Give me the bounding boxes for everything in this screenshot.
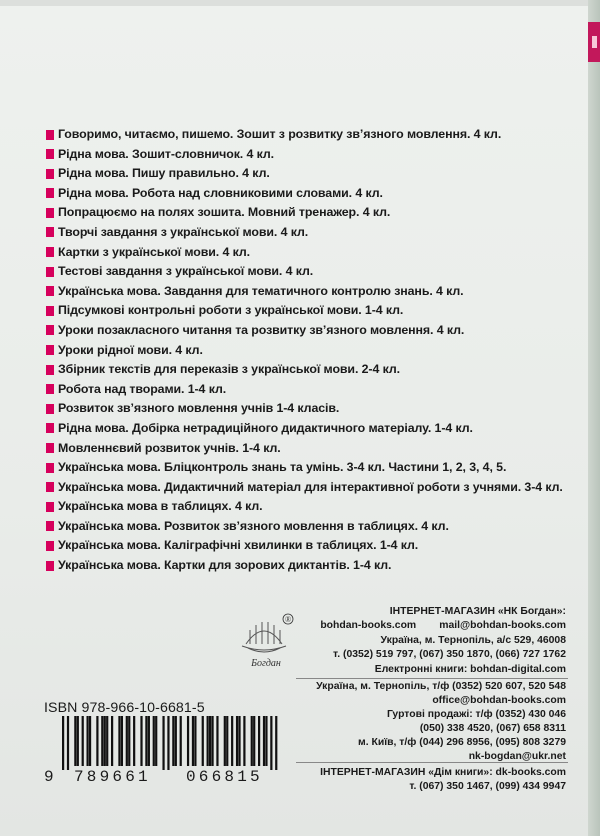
barcode-bar	[133, 716, 135, 766]
book-list-item	[46, 184, 586, 204]
barcode-bar	[265, 716, 267, 766]
barcode-bar	[207, 716, 209, 766]
bogdan-shop-block	[302, 605, 566, 677]
barcode-bar	[258, 716, 260, 766]
barcode-bar	[224, 716, 226, 766]
bullet-square-icon	[46, 404, 54, 414]
barcode-bar	[263, 716, 265, 766]
barcode-digits	[44, 768, 294, 788]
barcode-bar	[145, 716, 147, 766]
book-list-item	[46, 203, 586, 223]
barcode-bar	[62, 716, 64, 770]
barcode-group-right: 066815	[186, 768, 263, 786]
contact-line-wholesale: Гуртові продажі: т/ф (0352) 430 046	[386, 709, 566, 721]
barcode-bar	[121, 716, 123, 766]
barcode-group-left: 789661	[74, 768, 151, 786]
bullet-square-icon	[46, 423, 54, 433]
bullet-square-icon	[46, 306, 54, 316]
book-title: Українська мова. Бліцконтроль знань та умінь. 3-4 кл. Частини 1, 2, 3, 4, 5.	[58, 460, 507, 475]
registered-mark: ®	[284, 615, 292, 624]
book-list-item	[46, 145, 586, 165]
book-list	[46, 125, 586, 576]
bullet-square-icon	[46, 286, 54, 296]
book-title: Мовленнєвий розвиток учнів. 1-4 кл.	[58, 440, 281, 455]
bullet-square-icon	[46, 365, 54, 375]
barcode-bar	[226, 716, 228, 766]
barcode-bar	[104, 716, 106, 766]
bullet-square-icon	[46, 130, 54, 140]
barcode-bar	[74, 716, 76, 766]
book-title: Розвиток зв’язного мовлення учнів 1-4 класів.	[58, 401, 340, 416]
book-list-item	[46, 517, 586, 537]
bullet-square-icon	[46, 541, 54, 551]
book-title: Українська мова. Картки для зорових диктантів. 1-4 кл.	[58, 558, 392, 573]
bullet-square-icon	[46, 227, 54, 237]
book-list-item	[46, 536, 586, 556]
barcode-bar	[192, 716, 194, 766]
barcode-bar	[187, 716, 189, 766]
isbn-label: ISBN 978-966-10-6681-5	[44, 700, 205, 716]
barcode-bar	[275, 716, 277, 770]
barcode-bar	[211, 716, 213, 766]
barcode-bar	[148, 716, 150, 766]
bogdan-shop-websites[interactable]: bohdan-books.com mail@bohdan-books.com	[320, 620, 566, 632]
book-title: Картки з української мови. 4 кл.	[58, 244, 250, 259]
book-title: Говоримо, читаємо, пишемо. Зошит з розвитку зв’язного мовлення. 4 кл.	[58, 127, 502, 141]
book-title: Українська мова. Каліграфічні хвилинки в таблицях. 1-4 кл.	[58, 538, 419, 553]
barcode-bar	[167, 716, 169, 770]
book-list-item	[46, 360, 586, 380]
contacts-block	[300, 680, 566, 765]
bullet-square-icon	[46, 325, 54, 335]
book-list-item	[46, 243, 586, 263]
logo-wordmark: Богдан	[251, 658, 281, 669]
book-title: Рідна мова. Робота над словниковими словами. 4 кл.	[58, 185, 383, 200]
book-title: Творчі завдання з української мови. 4 кл.	[58, 224, 309, 239]
bullet-square-icon	[46, 463, 54, 473]
book-list-item	[46, 301, 586, 321]
barcode-bar	[82, 716, 84, 766]
book-title: Попрацюємо на полях зошита. Мовний тренажер. 4 кл.	[58, 205, 391, 220]
barcode-bar	[180, 716, 182, 766]
barcode-bar	[101, 716, 103, 766]
barcode-bar	[155, 716, 157, 766]
book-title: Рідна мова. Добірка нетрадиційного дидактичного матеріалу. 1-4 кл.	[58, 420, 473, 435]
top-edge	[0, 0, 588, 6]
barcode-bar	[89, 716, 91, 766]
divider-bottom	[296, 762, 568, 763]
divider-top	[296, 678, 568, 679]
book-list-item	[46, 439, 586, 459]
bogdan-shop-title: ІНТЕРНЕТ-МАГАЗИН «НК Богдан»:	[389, 606, 566, 617]
contact-line-kyiv-email[interactable]: nk-bogdan@ukr.net	[468, 751, 566, 763]
book-list-item	[46, 282, 586, 302]
barcode-bar	[172, 716, 174, 766]
barcode-bar	[202, 716, 204, 766]
accent-tab-inner	[592, 36, 597, 48]
book-list-item	[46, 458, 586, 478]
bullet-square-icon	[46, 502, 54, 512]
book-title: Підсумкові контрольні роботи з української мови. 1-4 кл.	[58, 303, 404, 318]
bullet-square-icon	[46, 169, 54, 179]
bogdan-logo	[228, 610, 300, 670]
book-list-item	[46, 380, 586, 400]
barcode-bar	[243, 716, 245, 766]
bullet-square-icon	[46, 267, 54, 277]
bogdan-shop-address: Україна, м. Тернопіль, а/с 529, 46008	[380, 634, 566, 646]
book-list-item	[46, 223, 586, 243]
book-list-item	[46, 125, 586, 145]
book-title: Українська мова. Дидактичний матеріал для інтерактивної роботи з учнями. 3-4 кл.	[58, 479, 563, 494]
barcode-bar	[238, 716, 240, 766]
book-title: Уроки позакласного читання та розвитку зв’язного мовлення. 4 кл.	[58, 322, 465, 337]
barcode-bar	[128, 716, 130, 766]
bullet-square-icon	[46, 345, 54, 355]
barcode-bar	[231, 716, 233, 766]
book-list-item	[46, 556, 586, 576]
barcode-bar	[126, 716, 128, 766]
barcode-bar	[236, 716, 238, 766]
bullet-square-icon	[46, 482, 54, 492]
barcode-bar	[140, 716, 142, 766]
book-list-item	[46, 321, 586, 341]
barcode-bar	[216, 716, 218, 766]
barcode-bar	[67, 716, 69, 770]
book-list-item	[46, 262, 586, 282]
bullet-square-icon	[46, 247, 54, 257]
book-list-item	[46, 341, 586, 361]
barcode-bar	[118, 716, 120, 766]
barcode-bar	[270, 716, 272, 770]
bullet-square-icon	[46, 188, 54, 198]
bullet-square-icon	[46, 149, 54, 159]
contact-line-office-phone: Україна, м. Тернопіль, т/ф (0352) 520 607, 520 548	[316, 681, 566, 692]
barcode-bar	[251, 716, 253, 766]
accent-tab	[588, 22, 600, 62]
barcode-bar	[194, 716, 196, 766]
bullet-square-icon	[46, 384, 54, 394]
spine-strip	[588, 0, 600, 836]
book-title: Українська мова. Розвиток зв’язного мовлення в таблицях. 4 кл.	[58, 518, 449, 533]
book-list-item	[46, 399, 586, 419]
book-list-item	[46, 419, 586, 439]
book-title: Збірник текстів для переказів з української мови. 2-4 кл.	[58, 362, 400, 377]
book-title: Уроки рідної мови. 4 кл.	[58, 342, 203, 357]
book-list-item	[46, 164, 586, 184]
bullet-square-icon	[46, 208, 54, 218]
book-title: Рідна мова. Зошит-словничок. 4 кл.	[58, 146, 274, 161]
barcode-bar	[253, 716, 255, 766]
book-title: Рідна мова. Пишу правильно. 4 кл.	[58, 166, 270, 181]
barcode-digit-first: 9	[44, 768, 54, 786]
barcode-bar	[175, 716, 177, 766]
bogdan-shop-phones: т. (0352) 519 797, (067) 350 1870, (066) 727 1762	[333, 649, 566, 661]
bullet-square-icon	[46, 443, 54, 453]
bullet-square-icon	[46, 561, 54, 571]
barcode-bar	[162, 716, 164, 770]
book-title: Українська мова. Завдання для тематичного контролю знань. 4 кл.	[58, 283, 464, 298]
barcode-bar	[209, 716, 211, 766]
barcode-bar	[106, 716, 108, 766]
barcode-bar	[153, 716, 155, 766]
dim-knyhy-shop-block	[300, 766, 566, 795]
dim-knyhy-phones: т. (067) 350 1467, (099) 434 9947	[409, 781, 566, 793]
barcode-bar	[87, 716, 89, 766]
contact-line-wholesale-mobile: (050) 338 4520, (067) 658 8311	[419, 723, 566, 735]
bogdan-shop-ebooks[interactable]: Електронні книги: bohdan-digital.com	[374, 663, 566, 675]
bullet-square-icon	[46, 521, 54, 531]
contact-line-office-email[interactable]: office@bohdan-books.com	[432, 695, 566, 707]
book-list-item	[46, 478, 586, 498]
book-list-item	[46, 497, 586, 517]
book-title: Українська мова в таблицях. 4 кл.	[58, 499, 263, 514]
barcode-bar	[111, 716, 113, 766]
book-title: Робота над творами. 1-4 кл.	[58, 381, 227, 396]
book-title: Тестові завдання з української мови. 4 кл.	[58, 264, 314, 279]
barcode	[44, 716, 294, 770]
dim-knyhy-title[interactable]: ІНТЕРНЕТ-МАГАЗИН «Дім книги»: dk-books.com	[320, 767, 566, 778]
barcode-bar	[77, 716, 79, 766]
contact-line-kyiv: м. Київ, т/ф (044) 296 8956, (095) 808 3279	[358, 737, 566, 749]
barcode-bar	[96, 716, 98, 766]
